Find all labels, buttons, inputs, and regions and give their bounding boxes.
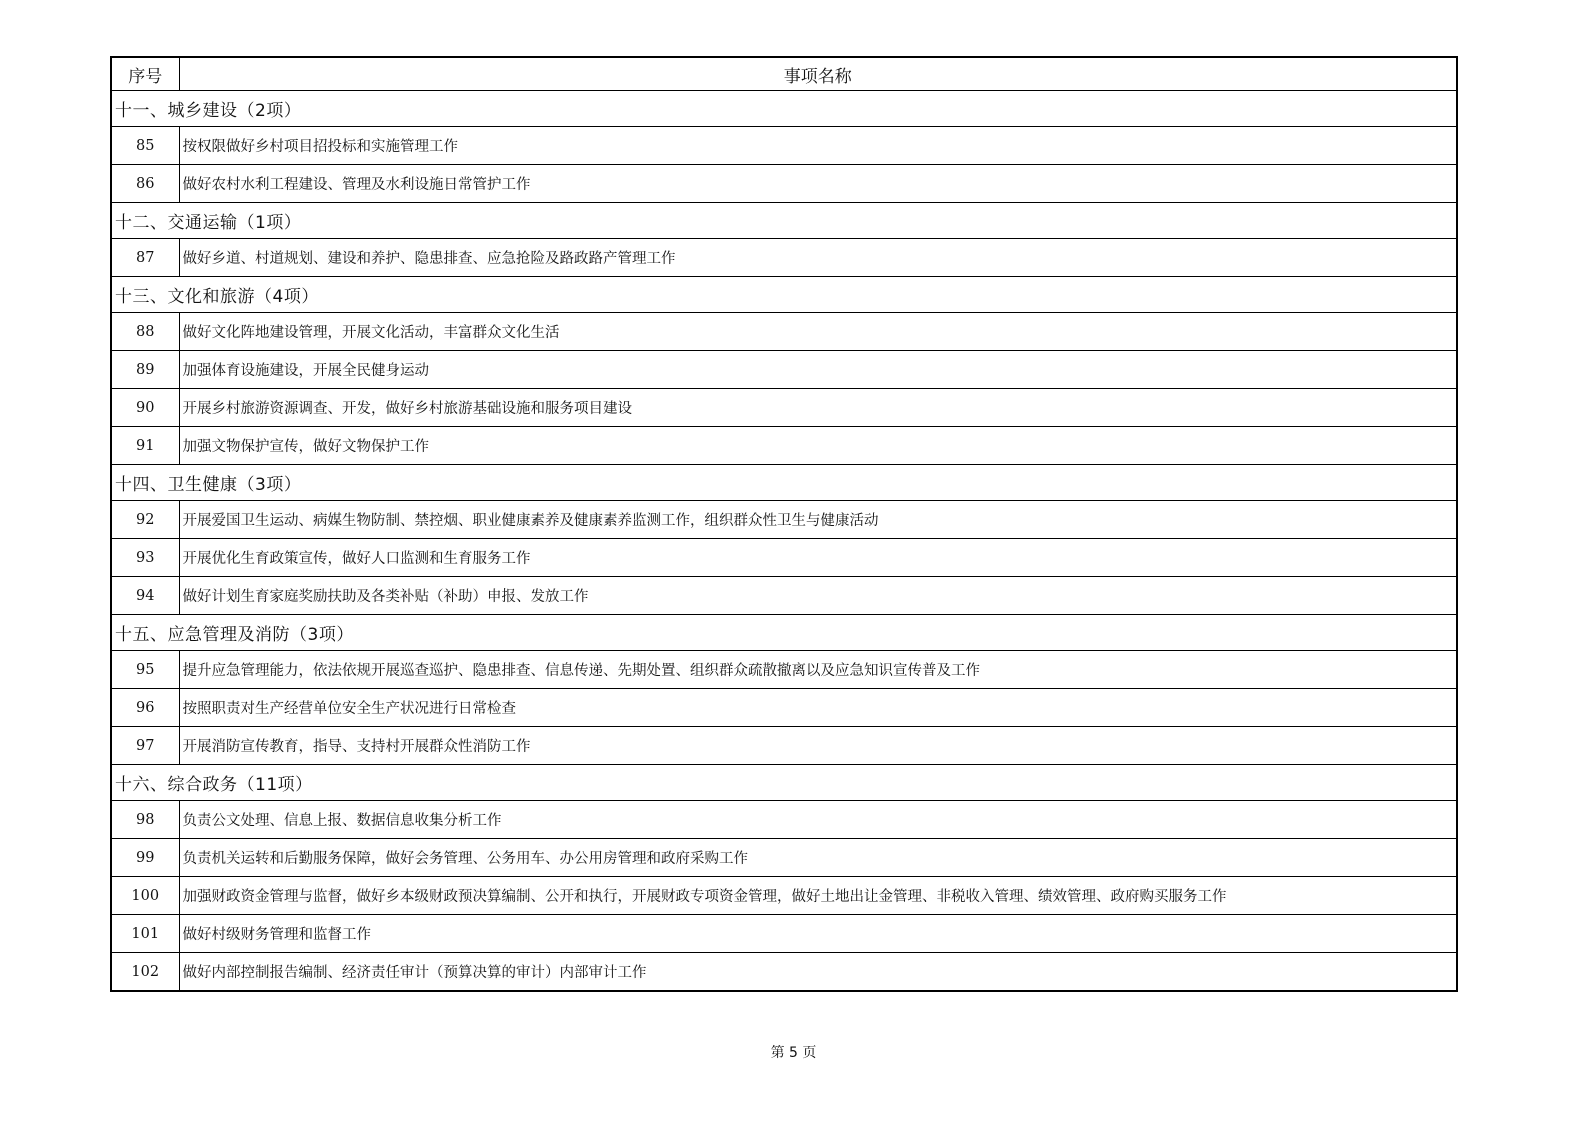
serial-number-cell: 99	[111, 839, 179, 877]
header-matter-name: 事项名称	[179, 57, 1457, 91]
table-row	[111, 127, 1457, 165]
table-row	[111, 953, 1457, 992]
category-row	[111, 465, 1457, 501]
serial-number-cell: 95	[111, 651, 179, 689]
table-row	[111, 539, 1457, 577]
table-row	[111, 389, 1457, 427]
table-row	[111, 877, 1457, 915]
matter-name-cell: 开展爱国卫生运动、病媒生物防制、禁控烟、职业健康素养及健康素养监测工作，组织群众性卫生与健康活动	[179, 501, 1457, 539]
table-row	[111, 313, 1457, 351]
matter-name-cell: 加强体育设施建设，开展全民健身运动	[179, 351, 1457, 389]
table-row	[111, 651, 1457, 689]
category-row	[111, 203, 1457, 239]
category-title: 十二、交通运输（1项）	[111, 203, 1457, 239]
page-number: 第 5 页	[770, 1045, 817, 1061]
matters-table	[110, 56, 1458, 992]
serial-number-cell: 92	[111, 501, 179, 539]
matter-name-cell: 开展优化生育政策宣传，做好人口监测和生育服务工作	[179, 539, 1457, 577]
matter-name-cell: 做好村级财务管理和监督工作	[179, 915, 1457, 953]
table-row	[111, 577, 1457, 615]
table-row	[111, 915, 1457, 953]
matter-name-cell: 做好农村水利工程建设、管理及水利设施日常管护工作	[179, 165, 1457, 203]
category-title: 十五、应急管理及消防（3项）	[111, 615, 1457, 651]
serial-number-cell: 87	[111, 239, 179, 277]
matter-name-cell: 加强财政资金管理与监督，做好乡本级财政预决算编制、公开和执行，开展财政专项资金管理，做好土地出让金管理、非税收入管理、绩效管理、政府购买服务工作	[179, 877, 1457, 915]
matter-name-cell: 提升应急管理能力，依法依规开展巡查巡护、隐患排查、信息传递、先期处置、组织群众疏散撤离以及应急知识宣传普及工作	[179, 651, 1457, 689]
serial-number-cell: 89	[111, 351, 179, 389]
serial-number-cell: 98	[111, 801, 179, 839]
serial-number-cell: 88	[111, 313, 179, 351]
category-row	[111, 765, 1457, 801]
serial-number-cell: 96	[111, 689, 179, 727]
category-title: 十四、卫生健康（3项）	[111, 465, 1457, 501]
table-row	[111, 689, 1457, 727]
category-row	[111, 615, 1457, 651]
table-row	[111, 351, 1457, 389]
table-row	[111, 427, 1457, 465]
table-row	[111, 727, 1457, 765]
serial-number-cell: 93	[111, 539, 179, 577]
matter-name-cell: 做好计划生育家庭奖励扶助及各类补贴（补助）申报、发放工作	[179, 577, 1457, 615]
table-row	[111, 501, 1457, 539]
table-row	[111, 801, 1457, 839]
matter-name-cell: 加强文物保护宣传，做好文物保护工作	[179, 427, 1457, 465]
table-body	[111, 91, 1457, 992]
category-title: 十三、文化和旅游（4项）	[111, 277, 1457, 313]
table-row	[111, 165, 1457, 203]
matter-name-cell: 做好文化阵地建设管理，开展文化活动，丰富群众文化生活	[179, 313, 1457, 351]
serial-number-cell: 85	[111, 127, 179, 165]
matter-name-cell: 做好内部控制报告编制、经济责任审计（预算决算的审计）内部审计工作	[179, 953, 1457, 992]
serial-number-cell: 97	[111, 727, 179, 765]
serial-number-cell: 90	[111, 389, 179, 427]
category-title: 十六、综合政务（11项）	[111, 765, 1457, 801]
serial-number-cell: 100	[111, 877, 179, 915]
header-serial-number: 序号	[111, 57, 179, 91]
category-row	[111, 91, 1457, 127]
matter-name-cell: 按照职责对生产经营单位安全生产状况进行日常检查	[179, 689, 1457, 727]
serial-number-cell: 91	[111, 427, 179, 465]
matter-name-cell: 按权限做好乡村项目招投标和实施管理工作	[179, 127, 1457, 165]
serial-number-cell: 94	[111, 577, 179, 615]
matter-name-cell: 负责机关运转和后勤服务保障，做好会务管理、公务用车、办公用房管理和政府采购工作	[179, 839, 1457, 877]
serial-number-cell: 102	[111, 953, 179, 992]
table-row	[111, 839, 1457, 877]
matter-name-cell: 开展消防宣传教育，指导、支持村开展群众性消防工作	[179, 727, 1457, 765]
serial-number-cell: 86	[111, 165, 179, 203]
matter-name-cell: 负责公文处理、信息上报、数据信息收集分析工作	[179, 801, 1457, 839]
matter-name-cell: 开展乡村旅游资源调查、开发，做好乡村旅游基础设施和服务项目建设	[179, 389, 1457, 427]
serial-number-cell: 101	[111, 915, 179, 953]
matter-name-cell: 做好乡道、村道规划、建设和养护、隐患排查、应急抢险及路政路产管理工作	[179, 239, 1457, 277]
category-title: 十一、城乡建设（2项）	[111, 91, 1457, 127]
header-row	[111, 57, 1457, 91]
category-row	[111, 277, 1457, 313]
table-row	[111, 239, 1457, 277]
